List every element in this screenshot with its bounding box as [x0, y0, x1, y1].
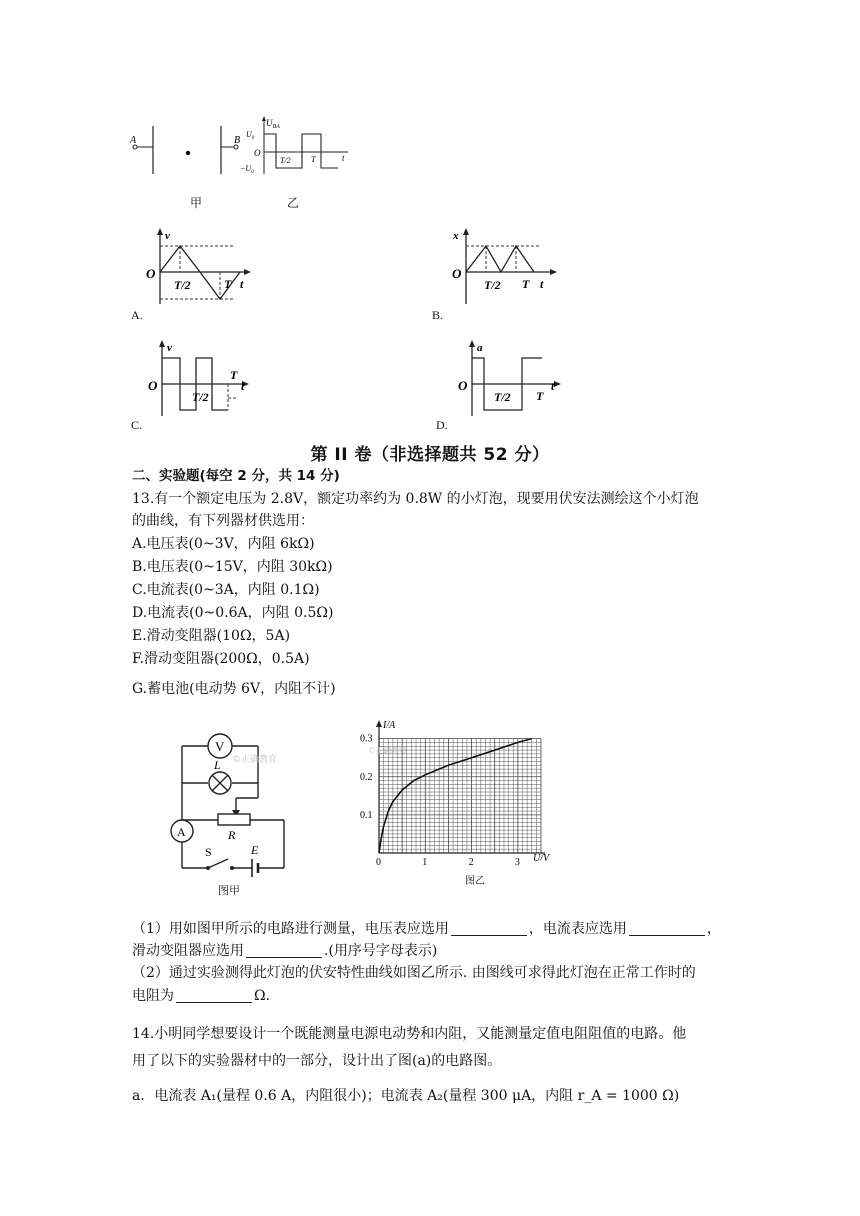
option-a-graph[interactable] — [144, 226, 254, 306]
svg-text:V: V — [215, 739, 225, 754]
q13-item-b: B.电压表(0~15V，内阻 30kΩ) — [132, 559, 333, 575]
svg-text:L: L — [214, 758, 221, 772]
svg-text:UBA: $U_{BA}$ — [266, 118, 280, 130]
q13-sub1-line1: （1）用如图甲所示的电路进行测量，电压表应选用 ，电流表应选用 ， — [132, 921, 721, 937]
caption-jia: 甲 — [190, 196, 203, 210]
svg-text:O: O — [146, 266, 156, 281]
option-a-label[interactable]: A. — [131, 308, 143, 322]
plate-b-label: B — [234, 135, 241, 146]
x-tick-label: 2 — [468, 857, 474, 868]
svg-text:T/2: T/2 — [280, 156, 291, 165]
svg-text:E: E — [251, 843, 259, 857]
svg-text:O: O — [254, 148, 261, 158]
x-axis-label: U/V — [533, 853, 550, 864]
x-tick-label: 1 — [422, 857, 428, 868]
svg-text:t: t — [342, 153, 345, 163]
circuit-diagram — [160, 728, 300, 903]
svg-text:x: x — [453, 230, 459, 242]
svg-text:t: t — [240, 277, 244, 291]
circuit-watermark: ©正确教育 — [232, 755, 278, 765]
particle — [186, 151, 190, 155]
svg-text:R: R — [228, 828, 236, 842]
switch-icon — [208, 859, 228, 868]
svg-text:v: v — [167, 342, 172, 354]
x-tick-label: 0 — [376, 857, 381, 868]
figure-plates — [126, 118, 356, 208]
option-c-label[interactable]: C. — [131, 418, 143, 432]
svg-text:T/2: T/2 — [192, 390, 209, 404]
y-tick-label: 0.1 — [360, 809, 373, 821]
iu-chart — [355, 713, 555, 873]
q13-item-g: G.蓄电池(电动势 6V，内阻不计) — [132, 681, 336, 697]
x-tick-label: 3 — [514, 857, 520, 868]
plate-a-label: A — [130, 135, 137, 146]
q13-item-c: C.电流表(0~3A，内阻 0.1Ω) — [132, 582, 320, 598]
svg-text:A: A — [177, 825, 186, 839]
section-title: 第 II 卷（非选择题共 52 分） — [310, 445, 550, 465]
svg-text:O: O — [148, 378, 158, 393]
blank-ammeter[interactable] — [629, 919, 705, 936]
q13-sub1-line2: 滑动变阻器应选用 .(用序号字母表示) — [132, 943, 438, 959]
svg-text:T/2: T/2 — [484, 278, 501, 292]
q14-line2: 用了以下的实验器材中的一部分，设计出了图(a)的电路图。 — [132, 1053, 502, 1069]
q13-sub2-line2: 电阻为 Ω. — [132, 988, 271, 1004]
y-tick-label: 0.2 — [360, 771, 373, 783]
q13-sub2-line1: （2）通过实验测得此灯泡的伏安特性曲线如图乙所示. 由图线可求得此灯泡在正常工作时的 — [132, 965, 696, 981]
svg-text:S: S — [205, 845, 212, 859]
svg-text:T: T — [522, 277, 530, 291]
q14-line1: 14.小明同学想要设计一个既能测量电源电动势和内阻，又能测量定值电阻阻值的电路。他 — [132, 1026, 687, 1042]
option-b-graph[interactable] — [450, 226, 560, 306]
svg-text:U0: $U_0$ — [246, 130, 255, 141]
section2-heading: 二、实验题(每空 2 分，共 14 分) — [132, 468, 340, 484]
q13-line2: 的曲线，有下列器材供选用： — [132, 513, 314, 529]
svg-text:t: t — [551, 379, 555, 393]
svg-text:O: O — [458, 378, 468, 393]
svg-text:−U0: $-U_0$ — [240, 164, 254, 175]
q14-line3: a．电流表 A₁(量程 0.6 A，内阻很小)；电流表 A₂(量程 300 μA，内阻 r_A = 1000 Ω) — [132, 1088, 680, 1104]
svg-text:T: T — [311, 155, 316, 164]
option-c-graph[interactable] — [144, 338, 254, 418]
blank-resistance[interactable] — [176, 986, 252, 1003]
svg-text:T: T — [224, 277, 232, 291]
watermark: ©正确教育 — [369, 746, 408, 755]
q13-line1: 13.有一个额定电压为 2.8V，额定功率约为 0.8W 的小灯泡，现要用伏安法测绘这个小灯泡 — [132, 491, 699, 507]
svg-text:O: O — [452, 266, 462, 281]
blank-rheostat[interactable] — [246, 941, 322, 958]
option-b-label[interactable]: B. — [432, 308, 444, 322]
q13-item-f: F.滑动变阻器(200Ω，0.5A) — [132, 651, 310, 667]
svg-text:t: t — [540, 277, 544, 291]
q13-item-e: E.滑动变阻器(10Ω，5A) — [132, 628, 291, 644]
q13-item-a: A.电压表(0~3V，内阻 6kΩ) — [132, 536, 315, 552]
q13-item-d: D.电流表(0~0.6A，内阻 0.5Ω) — [132, 605, 334, 621]
svg-text:T/2: T/2 — [494, 390, 511, 404]
svg-text:a: a — [477, 342, 483, 354]
svg-text:v: v — [165, 230, 170, 242]
blank-voltmeter[interactable] — [451, 919, 527, 936]
svg-text:T: T — [230, 368, 238, 382]
svg-text:T/2: T/2 — [174, 278, 191, 292]
svg-text:t: t — [241, 379, 245, 393]
option-d-label[interactable]: D. — [436, 418, 448, 432]
graph-caption: 图乙 — [465, 876, 485, 887]
caption-yi: 乙 — [287, 196, 300, 210]
y-axis-label: I/A — [383, 720, 396, 731]
circuit-caption: 图甲 — [218, 884, 240, 897]
svg-text:T: T — [536, 389, 544, 403]
option-d-graph[interactable] — [454, 338, 564, 418]
y-tick-label: 0.3 — [360, 733, 373, 745]
rheostat-icon — [218, 814, 250, 825]
